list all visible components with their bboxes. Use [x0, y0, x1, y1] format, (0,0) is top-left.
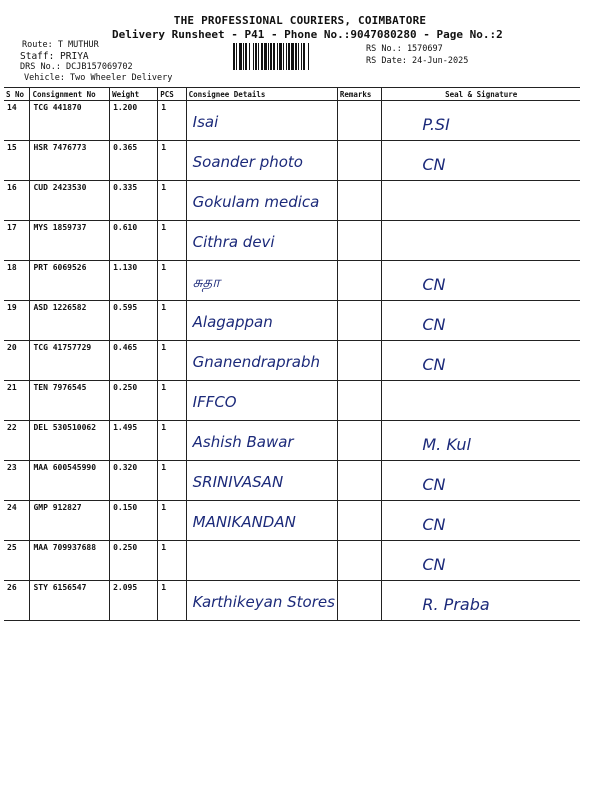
row-weight: 0.335	[110, 181, 158, 221]
row-pcs: 1	[158, 301, 186, 341]
row-sno: 21	[4, 381, 30, 421]
row-pcs: 1	[158, 381, 186, 421]
row-signature-handwriting: CN	[422, 355, 446, 374]
table-row	[4, 141, 580, 181]
row-consignment: TCG 441870	[30, 101, 110, 141]
row-sno: 24	[4, 501, 30, 541]
row-pcs: 1	[158, 341, 186, 381]
row-consignment: MAA 709937688	[30, 541, 110, 581]
row-pcs: 1	[158, 101, 186, 141]
row-weight: 0.150	[110, 501, 158, 541]
row-weight: 0.595	[110, 301, 158, 341]
table-row	[4, 301, 580, 341]
table-row	[4, 381, 580, 421]
row-remarks	[337, 301, 382, 341]
row-remarks	[337, 141, 382, 181]
barcode	[233, 43, 351, 70]
row-remarks	[337, 341, 382, 381]
row-sno: 25	[4, 541, 30, 581]
row-signature-handwriting: CN	[422, 555, 446, 574]
drs-label: DRS No.: DCJB157069702	[20, 62, 133, 72]
row-sno: 20	[4, 341, 30, 381]
row-consignment: STY 6156547	[30, 581, 110, 621]
row-consignment: CUD 2423530	[30, 181, 110, 221]
row-consignment: PRT 6069526	[30, 261, 110, 301]
row-consignee-handwriting: Gnanendraprabh	[192, 353, 320, 371]
row-sno: 17	[4, 221, 30, 261]
row-remarks	[337, 181, 382, 221]
row-signature-handwriting: P.SI	[422, 115, 450, 134]
rs-no-label: RS No.: 1570697	[366, 44, 443, 54]
rs-date-label: RS Date: 24-Jun-2025	[366, 56, 469, 66]
table-row	[4, 101, 580, 141]
row-pcs: 1	[158, 221, 186, 261]
row-weight: 1.200	[110, 101, 158, 141]
col-consignment: Consignment No	[30, 88, 110, 101]
route-label: Route: T MUTHUR	[22, 40, 99, 50]
row-remarks	[337, 501, 382, 541]
row-consignment: HSR 7476773	[30, 141, 110, 181]
row-pcs: 1	[158, 261, 186, 301]
row-consignee-handwriting: சுதா	[192, 273, 221, 291]
row-signature-handwriting: CN	[422, 475, 446, 494]
row-pcs: 1	[158, 581, 186, 621]
row-consignee-handwriting: Ashish Bawar	[192, 433, 294, 451]
row-remarks	[337, 381, 382, 421]
row-weight: 1.495	[110, 421, 158, 461]
row-signature-handwriting: M. Kul	[422, 435, 471, 454]
row-sno: 18	[4, 261, 30, 301]
row-remarks	[337, 101, 382, 141]
row-consignee-handwriting: IFFCO	[192, 393, 237, 411]
row-pcs: 1	[158, 541, 186, 581]
row-sno: 23	[4, 461, 30, 501]
row-signature-handwriting: CN	[422, 275, 446, 294]
row-sno: 14	[4, 101, 30, 141]
row-weight: 0.465	[110, 341, 158, 381]
col-remarks: Remarks	[337, 88, 382, 101]
row-weight: 0.250	[110, 381, 158, 421]
row-signature-handwriting: CN	[422, 315, 446, 334]
row-remarks	[337, 541, 382, 581]
row-weight: 0.250	[110, 541, 158, 581]
row-pcs: 1	[158, 141, 186, 181]
row-remarks	[337, 421, 382, 461]
table-header-row	[4, 88, 580, 101]
table-row	[4, 221, 580, 261]
row-sno: 16	[4, 181, 30, 221]
col-signature: Seal & Signature	[382, 88, 580, 101]
table-row	[4, 341, 580, 381]
row-pcs: 1	[158, 461, 186, 501]
table-row	[4, 581, 580, 621]
staff-label: Staff: PRIYA	[20, 51, 89, 62]
table-row	[4, 541, 580, 581]
row-signature-handwriting: CN	[422, 515, 446, 534]
row-remarks	[337, 581, 382, 621]
col-sno: S No	[4, 88, 30, 101]
row-weight: 0.365	[110, 141, 158, 181]
row-consignee-handwriting: Alagappan	[192, 313, 273, 331]
row-consignment: TEN 7976545	[30, 381, 110, 421]
row-sno: 19	[4, 301, 30, 341]
table-row	[4, 421, 580, 461]
row-consignment: TCG 41757729	[30, 341, 110, 381]
row-consignment: MAA 600545990	[30, 461, 110, 501]
row-weight: 0.610	[110, 221, 158, 261]
row-consignment: GMP 912827	[30, 501, 110, 541]
vehicle-label: Vehicle: Two Wheeler Delivery	[24, 73, 173, 83]
row-remarks	[337, 261, 382, 301]
row-consignment: ASD 1226582	[30, 301, 110, 341]
table-row	[4, 461, 580, 501]
row-remarks	[337, 461, 382, 501]
row-consignee-handwriting: SRINIVASAN	[192, 473, 284, 491]
col-consignee: Consignee Details	[186, 88, 337, 101]
row-weight: 0.320	[110, 461, 158, 501]
row-weight: 1.130	[110, 261, 158, 301]
row-pcs: 1	[158, 181, 186, 221]
row-consignee-handwriting: Soander photo	[192, 153, 303, 171]
col-pcs: PCS	[158, 88, 186, 101]
row-consignment: MYS 1859737	[30, 221, 110, 261]
row-sno: 22	[4, 421, 30, 461]
table-row	[4, 501, 580, 541]
col-weight: Weight	[110, 88, 158, 101]
row-consignee-handwriting: MANIKANDAN	[192, 513, 296, 531]
row-sno: 26	[4, 581, 30, 621]
table-row	[4, 261, 580, 301]
row-remarks	[337, 221, 382, 261]
row-pcs: 1	[158, 501, 186, 541]
row-consignee-handwriting: Karthikeyan Stores	[192, 593, 335, 611]
row-consignee-handwriting: Cithra devi	[192, 233, 275, 251]
company-title: THE PROFESSIONAL COURIERS, COIMBATORE	[173, 14, 427, 27]
row-consignee-handwriting: Gokulam medica	[192, 193, 320, 211]
row-pcs: 1	[158, 421, 186, 461]
runsheet-subtitle: Delivery Runsheet - P41 - Phone No.:9047080280 - Page No.:2	[112, 28, 503, 41]
row-sno: 15	[4, 141, 30, 181]
row-consignment: DEL 530510062	[30, 421, 110, 461]
row-signature-handwriting: R. Praba	[422, 595, 490, 614]
row-weight: 2.095	[110, 581, 158, 621]
runsheet-table	[4, 87, 580, 621]
row-consignee-handwriting: Isai	[192, 113, 219, 131]
table-row	[4, 181, 580, 221]
row-signature-handwriting: CN	[422, 155, 446, 174]
